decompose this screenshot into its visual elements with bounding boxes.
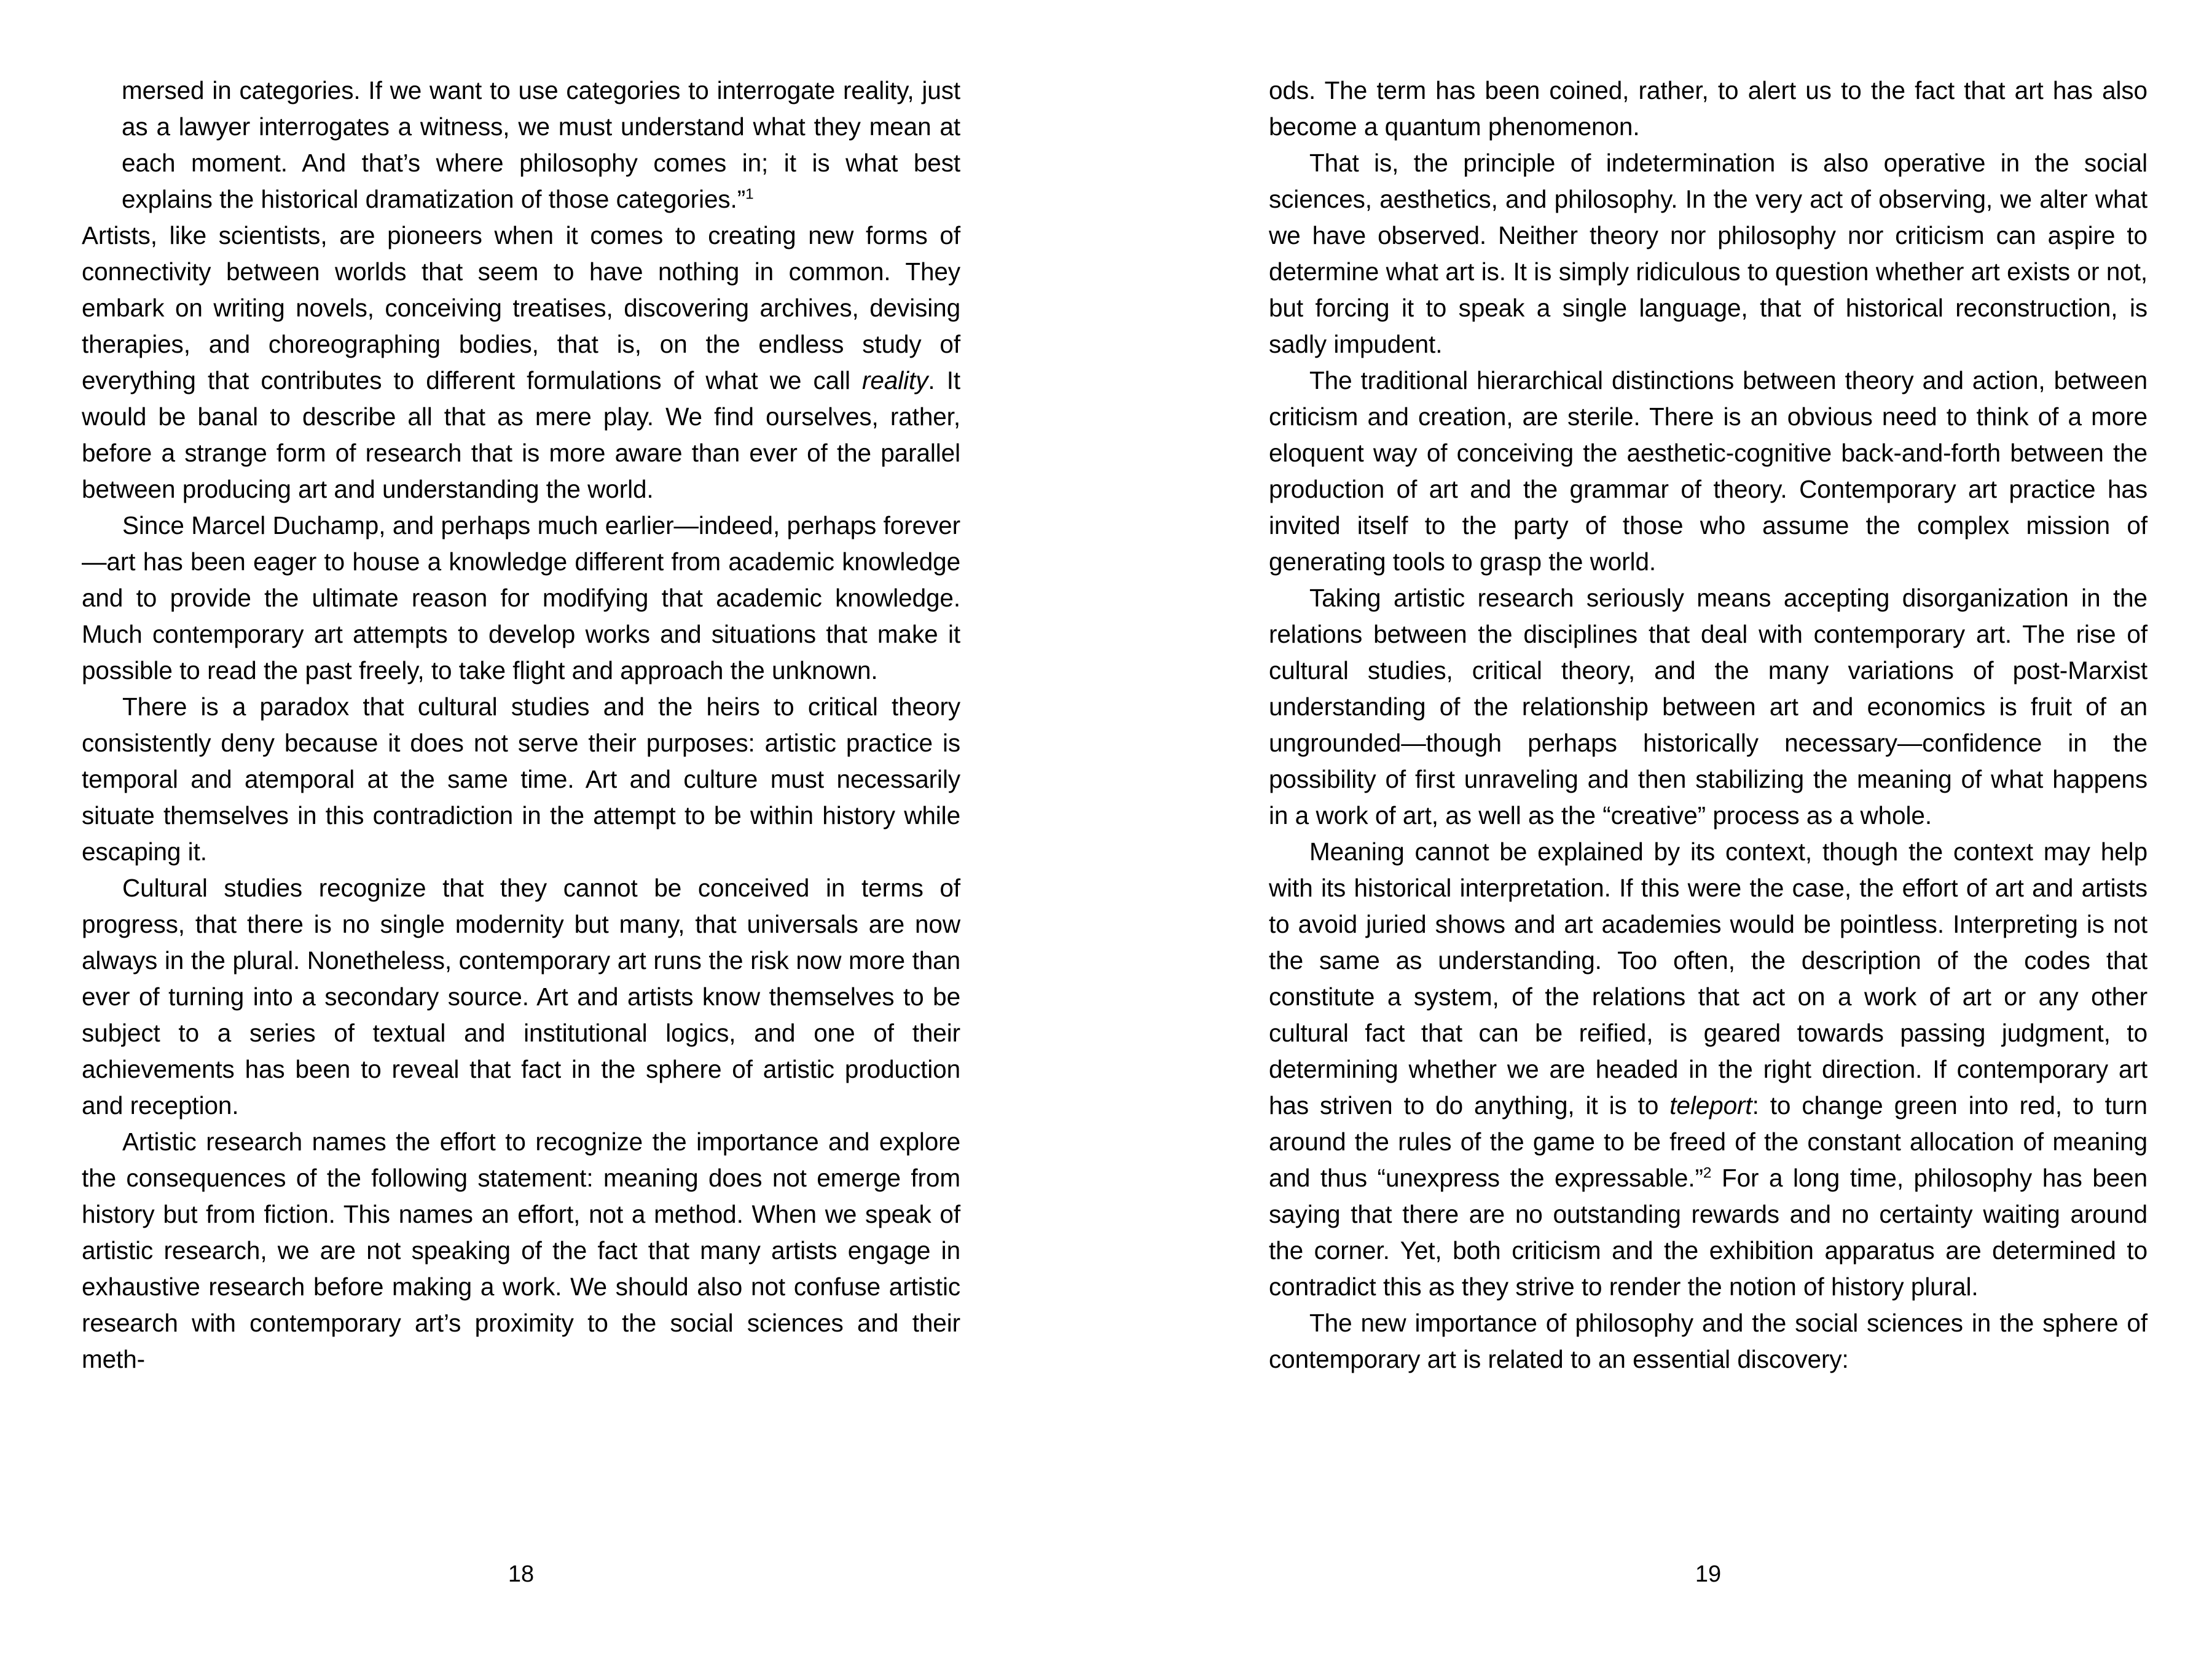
page-number-right: 19 <box>1695 1561 1722 1587</box>
body-paragraph: Artistic research names the effort to recognize the importance and explore the consequences of the following statement: meaning does not emerge from history but from fiction. This names an effort, not a method. When we speak of artistic research, we are not speaking of the fact that many artists engage in exhaustive research before making a work. We should also not confuse artistic research with contemporary art’s proximity to the social sciences and their meth- <box>82 1128 960 1373</box>
body-paragraph: Since Marcel Duchamp, and perhaps much earlier—indeed, perhaps forever—art has been eager to house a knowledge different from academic knowledge and to provide the ultimate reason for modifying that academic knowledge. Much contemporary art attempts to develop works and situations that make it possible to read the past freely, to take flight and approach the unknown. <box>82 511 960 684</box>
page-number-left: 18 <box>508 1561 535 1587</box>
body-paragraph: Taking artistic research seriously means accepting disorganization in the relations between the disciplines that deal with contemporary art. The rise of cultural studies, critical theory, and the many variations of post-Marxist understanding of the relationship between art and economics is fruit of an ungrounded—though perhaps historically necessary—confidence in the possibility of first unraveling and then stabilizing the meaning of what happens in a work of art, as well as the “creative” process as a whole. <box>1269 584 2147 830</box>
left-text-column <box>82 73 960 1378</box>
footnote-marker: 2 <box>1703 1164 1712 1182</box>
italic-term: reality <box>862 366 928 394</box>
body-paragraph: That is, the principle of indetermination is also operative in the social sciences, aesthetics, and philosophy. In the very act of observing, we alter what we have observed. Neither theory nor philosophy nor criticism can aspire to determine what art is. It is simply ridiculous to question whether art exists or not, but forcing it to speak a single language, that of historical reconstruction, is sadly impudent. <box>1269 149 2147 358</box>
italic-term: teleport <box>1669 1091 1752 1120</box>
right-body-paragraphs <box>1269 73 2147 1378</box>
left-body-paragraphs <box>82 218 960 1378</box>
body-paragraph: Artists, like scientists, are pioneers when it comes to creating new forms of connectivity between worlds that seem to have nothing in common. They embark on writing novels, conceiving treatises, discovering archives, devising therapies, and choreographing bodies, that is, on the endless study of everything that contributes to different formulations of what we call reality. It would be banal to describe all that as mere play. We find ourselves, rather, before a strange form of research that is more aware than ever of the parallel between producing art and understanding the world. <box>82 221 960 503</box>
block-quote <box>122 73 960 218</box>
right-page <box>1106 0 2212 1659</box>
block-quote-paragraph: mersed in categories. If we want to use categories to interrogate reality, just as a lawyer interrogates a witness, we must understand what they mean at each moment. And that’s where philosophy comes in; it is what best explains the historical dramatization of those categories.”$^1$ <box>122 76 960 213</box>
body-paragraph: The new importance of philosophy and the social sciences in the sphere of contemporary art is related to an essential discovery: <box>1269 1309 2147 1373</box>
footnote-marker: 1 <box>745 186 754 203</box>
body-paragraph: Cultural studies recognize that they cannot be conceived in terms of progress, that there is no single modernity but many, that universals are now always in the plural. Nonetheless, contemporary art runs the risk now more than ever of turning into a secondary source. Art and artists know themselves to be subject to a series of textual and institutional logics, and one of their achievements has been to reveal that fact in the sphere of artistic production and reception. <box>82 874 960 1120</box>
body-paragraph: There is a paradox that cultural studies and the heirs to critical theory consistently deny because it does not serve their purposes: artistic practice is temporal and atemporal at the same time. Art and culture must necessarily situate themselves in this contradiction in the attempt to be within history while escaping it. <box>82 692 960 866</box>
body-paragraph: The traditional hierarchical distinctions between theory and action, between criticism and creation, are sterile. There is an obvious need to think of a more eloquent way of conceiving the aesthetic-cognitive back-and-forth between the production of art and the grammar of theory. Contemporary art practice has invited itself to the party of those who assume the complex mission of generating tools to grasp the world. <box>1269 366 2147 576</box>
body-paragraph: ods. The term has been coined, rather, to alert us to the fact that art has also become a quantum phenomenon. <box>1269 76 2147 141</box>
right-text-column <box>1269 73 2147 1378</box>
body-paragraph: Meaning cannot be explained by its context, though the context may help with its historical interpretation. If this were the case, the effort of art and artists to avoid juried shows and art academies would be pointless. Interpreting is not the same as understanding. Too often, the description of the codes that constitute a system, of the relations that act on a work of art or any other cultural fact that can be reified, is geared towards passing judgment, to determining whether we are headed in the right direction. If contemporary art has striven to do anything, it is to teleport: to change green into red, to turn around the rules of the game to be freed of the constant allocation of meaning and thus “unexpress the expressable.”$^2$ For a long time, philosophy has been saying that there are no outstanding rewards and no certainty waiting around the corner. Yet, both criticism and the exhibition apparatus are determined to contradict this as they strive to render the notion of history plural. <box>1269 837 2148 1301</box>
